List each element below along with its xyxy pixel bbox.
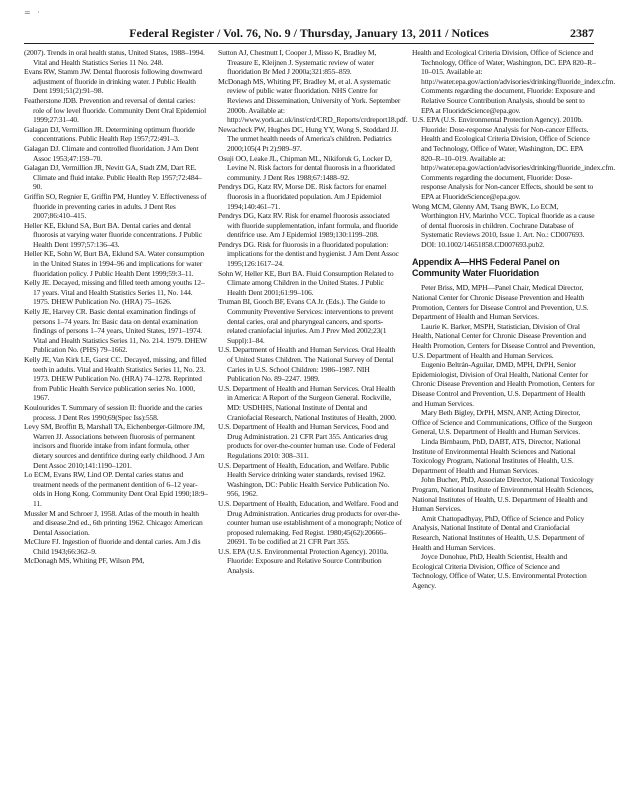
page-number: 2387 [570,26,594,40]
corner-mark: = · [24,8,42,17]
reference: Heller KE, Eklund SA, Burt BA. Dental caries and dental fluorosis at varying water fluoride concentrations. J Public Health Dent 1997;57:136–43. [24,220,202,249]
reference: Griffin SO, Regnier E, Griffin PM, Huntley V. Effectiveness of fluoride in preventing caries in adults. J Dent Res 2007;86:410–415. [24,191,207,221]
reference: Lo ECM, Evans RW, Lind OP. Dental caries status and treatment needs of the permanent dentition of 6–12 year-olds in Hong Kong. Community Dent Oral Epid 1990;18:9–11. [24,470,208,508]
reference: U.S. EPA (U.S. Environmental Protection Agency). 2010a. Fluoride: Exposure and Relative Source Contribution Analysis. [218,546,389,576]
reference: (2007). Trends in oral health status, United States, 1988–1994. Vital and Health Statistics Series 11 No. 248. [24,48,205,67]
reference: Heller KE, Sohn W, Burt BA, Eklund SA. Water consumption in the United States in 1994–96 and implications for water fluoridation policy. J Public Health Dent 1999;59:3–11. [24,249,205,278]
reference: U.S. Department of Health and Human Services. Oral Health of United States Children. The National Survey of Dental Caries in U.S. School Children: 1986–1987. NIH Publication No. 89–2247. 1989. [218,345,396,384]
column-2 [218,48,408,576]
panel-member: Mary Beth Bigley, DrPH, MSN, ANP, Acting Director, Office of Science and Communications, Office of the Surgeon General, U.S. Department of Health and Human Services. [412,408,593,437]
reference: Kelly JE, Van Kirk LE, Garst CC. Decayed, missing, and filled teeth in adults. Vital and Health Statistics Series 11, No. 23. 1973. DHEW Publication No. (HRA) 74–1278. Reprinted from Public Health Service publication series No. 1000, 1967. [24,355,207,403]
reference: Pendrys DG. Risk for fluorosis in a fluoridated population: implications for the dentist and hygienist. J Am Dent Assoc 1995;126:1617–24. [218,239,399,269]
header-rule [24,43,594,44]
panel-member: John Bucher, PhD, Associate Director, National Toxicology Program, National Institute of Environmental Health Sciences, National Institutes of Health, U.S. Department of Health and Human Services. [412,475,594,514]
appendix-heading: Appendix A—HHS Federal Panel on Community Water Fluoridation [412,257,560,279]
reference: Kelly JE. Decayed, missing and filled teeth among youths 12–17 years. Vital and Health Statistics Series 11, No. 144. 1975. DHEW Publication No. (HRA) 75–1626. [24,278,205,307]
reference: Koulourides T. Summary of session II: fluoride and the caries process. J Dent Res 1990;69(Spec Iss):558. [24,402,203,422]
panel-member: Laurie K. Barker, MSPH, Statistician, Division of Oral Health, National Center for Chronic Disease Prevention and Health Promotion, Centers for Disease Control and Prevention, U.S. Department of Health and Human Services. [412,321,595,360]
reference: Newacheck PW, Hughes DC, Hung YY, Wong S, Stoddard JJ. The unmet health needs of America's children. Pediatrics 2000;105(4 Pt 2):989–97. [218,124,399,153]
panel-member: Eugenio Beltrán-Aguilar, DMD, MPH, DrPH, Senior Epidemiologist, Division of Oral Health, National Center for Chronic Disease Prevention and Health Promotion, Centers for Disease Control and Prevention, U.S. Department of Health and Human Services. [412,360,595,408]
reference: McDonagh MS, Whiting PF, Bradley M, et al. A systematic review of public water fluoridation. NHS Centre for Reviews and Dissemination, University of York. September 2000b. Available at: http://www.york.ac.uk/inst/crd/CRD_Reports/crdreport18.pdf. [218,76,408,125]
reference: Kelly JE, Harvey CR. Basic dental examination findings of persons 1–74 years. In: Basic data on dental examination findings of persons 1–74 years, United States, 1971–1974. Vital and Health Statistics Series 11, No. 214. 1979. DHEW Publication No. (PHS) 79–1662. [24,307,207,355]
column-3 [412,48,616,590]
page-header [24,26,594,42]
reference: Levy SM, Broffitt B, Marshall TA, Eichenberger-Gilmore JM, Warren JJ. Associations between fluorosis of permanent incisors and fluoride intake from infant formula, other dietary sources and dentifrice during early childhood. J Am Dent Assoc 2010;141:1190–1201. [24,422,205,470]
panel-member: Joyce Donohue, PhD, Health Scientist, Health and Ecological Criteria Division, Office of Science and Technology, Office of Water, U.S. Environmental Protection Agency. [412,552,587,590]
panel-member: Amit Chattopadhyay, PhD, Office of Science and Policy Analysis, National Institute of Dental and Craniofacial Research, National Institutes of Health, U.S. Department of Health and Human Services. [412,513,585,552]
reference: Truman BI, Gooch BF, Evans CA Jr. (Eds.). The Guide to Community Preventive Services: interventions to prevent dental caries, oral and pharyngeal cancers, and sports-related craniofacial injuries. Am J Prev Med 2002;23(1 Suppl):1–84. [218,297,394,345]
header-title: Federal Register / Vol. 76, No. 9 / Thursday, January 13, 2011 / Notices [129,26,489,40]
reference: Wong MCM, Glenny AM, Tsang BWK, Lo ECM, Worthington HV, Marinho VCC. Topical fluoride as a cause of dental fluorosis in children. Cochrane Database of Systematic Reviews 2010, Issue 1. Art. No.: CD007693. DOI: 10.1002/14651858.CD007693.pub2. [412,201,595,249]
reference: Health and Ecological Criteria Division, Office of Science and Technology, Office of Water, Washington, DC. EPA 820–R–10–015. Available at: http://water.epa.gov/action/advisories/drinking/fluoride_index.cfm. Comments regarding the document, Fluoride: Exposure and Relative Source Contribution Analysis, should be sent to EPA at FluorideScience@epa.gov. [412,48,616,115]
reference: Featherstone JDB. Prevention and reversal of dental caries: role of low level fluoride. Community Dent Oral Epidemiol 1999;27:31–40. [24,95,207,125]
reference: McClure FJ. Ingestion of fluoride and dental caries. Am J dis Child 1943;66:362–9. [24,537,201,556]
reference: Osuji OO, Leake JL, Chipman ML, Nikiforuk G, Locker D, Levine N. Risk factors for dental fluorosis in a fluoridated community. J Dent Res 1988;67:1488–92. [218,153,395,182]
reference: Sohn W, Heller KE, Burt BA. Fluid Consumption Related to Climate among Children in the United States. J Public Health Dent 2001;61:99–106. [218,268,394,297]
reference: U.S. EPA (U.S. Environmental Protection Agency). 2010b. Fluoride: Dose-response Analysis for Non-cancer Effects. Health and Ecological Criteria Division, Office of Science and Technology, Office of Water, Washington, DC. EPA 820–R–10–019. Available at: http://water.epa.gov/action/advisories/drinking/fluoride_index.cfm. Comments regarding the document, Fluoride: Dose-response Analysis for Non-cancer Effects, should be sent to EPA at FluorideScience@epa.gov. [412,115,616,201]
reference: Galagan DJ, Vermillion JR. Determining optimum fluoride concentrations. Public Health Rep 1957;72:491–3. [24,124,195,144]
panel-member: Linda Birnbaum, PhD, DABT, ATS, Director, National Institute of Environmental Health Sciences and National Toxicology Program, National Institutes of Health, U.S. Department of Health and Human Services. [412,436,581,475]
reference: McDonagh MS, Whiting PF, Wilson PM, [24,556,145,566]
reference: Mussler M and Schroer J, 1958. Atlas of the mouth in health and disease.2nd ed., 6th printing 1962. Chicago: American Dental Association. [24,508,203,537]
reference: Sutton AJ, Chestnutt I, Cooper J, Misso K, Bradley M, Treasure E, Kleijnen J. Systematic review of water fluoridation Br Med J 2000a;321:855–859. [218,48,377,77]
reference: Evans RW, Stamm JW. Dental fluorosis following downward adjustment of fluoride in drinking water. J Public Health Dent 1991;51(2):91–98. [24,67,202,96]
column-1 [24,48,208,566]
reference: Pendrys DG, Katz RV, Morse DE. Risk factors for enamel fluorosis in a fluoridated population. Am J Epidemiol 1994;140:461–71. [218,182,387,211]
reference: U.S. Department of Health, Education, and Welfare. Food and Drug Administration. Anticaries drug products for over-the-counter human use establishment of a monograph; Notice of proposed rulemaking. Fed Regist. 1980;45(62):20666–20691. To be codified at 21 CFR Part 355. [218,498,402,547]
reference: U.S. Department of Health and Human Services, Food and Drug Administration. 21 CFR Part 355. Anticaries drug products for over-the-counter human use. Code of Federal Regulations 2010: 308–311. [218,422,396,460]
reference: U.S. Department of Health, Education, and Welfare. Public Health Service drinking water standards, revised 1962. Washington, DC: Public Health Service Publication No. 956, 1962. [218,460,390,499]
reference: Galagan DJ, Vermillion JR, Nevitt GA, Stadt ZM, Dart RE. Climate and fluid intake. Public Health Rep 1957;72:484–90. [24,163,202,192]
reference: Pendrys DG, Katz RV. Risk for enamel fluorosis associated with fluoride supplementation, infant formula, and fluoride dentifrice use. Am J Epidemiol 1989;130:1199–208. [218,211,398,240]
reference: U.S. Department of Health and Human Services. Oral Health in America: A Report of the Surgeon General. Rockville, MD: USDHHS, National Institute of Dental and Craniofacial Research, National Institutes of Health, 2000. [218,383,397,422]
reference: Galagan DJ. Climate and controlled fluoridation. J Am Dent Assoc 1953;47:159–70. [24,143,199,163]
panel-member: Peter Briss, MD, MPH—Panel Chair, Medical Director, National Center for Chronic Disease Prevention and Health Promotion, Centers for Disease Control and Prevention, U.S. Department of Health and Human Services. [412,283,589,322]
